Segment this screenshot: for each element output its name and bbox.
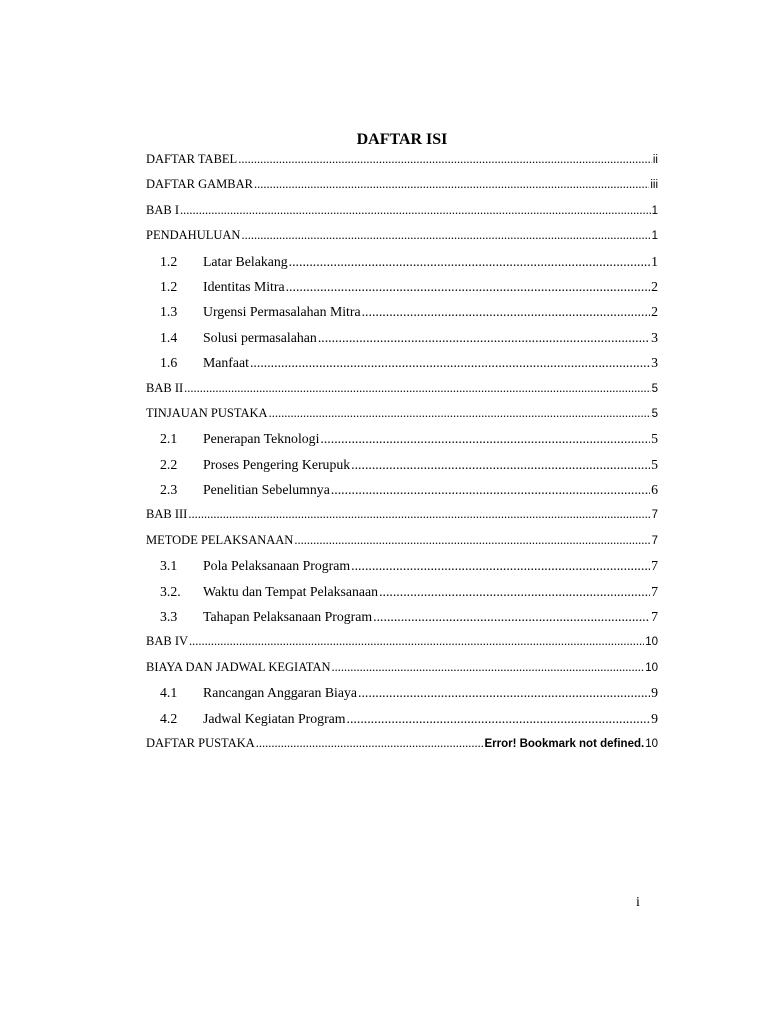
toc-dot-leader (238, 147, 652, 172)
toc-entry-label: DAFTAR TABEL (146, 152, 238, 166)
toc-entry-page: 5 (651, 431, 658, 447)
toc-entry-page: ii (652, 154, 658, 166)
toc-entry-label: Penelitian Sebelumnya (203, 482, 330, 498)
toc-entry-label: METODE PELAKSANAAN (146, 532, 294, 547)
toc-entry-label: Penerapan Teknologi (203, 431, 320, 447)
toc-entry-page: iii (650, 179, 658, 192)
toc-entry-page: 1 (651, 204, 658, 217)
toc-entry-number: 1.4 (160, 329, 178, 345)
toc-dot-leader (254, 172, 649, 197)
page-number: i (636, 895, 640, 910)
toc-entry-page: 3 (651, 329, 658, 345)
toc-dot-leader (188, 502, 650, 527)
toc-entry-label: Jadwal Kegiatan Program (203, 710, 346, 726)
page-title: DAFTAR ISI (356, 131, 448, 148)
toc-entry-label: PENDAHULUAN (146, 228, 241, 243)
toc-dot-leader (362, 299, 650, 324)
toc-entry-number: 3.3 (160, 609, 178, 625)
toc-entry-page: 9 (651, 685, 658, 701)
toc-entry-page: 3 (651, 355, 658, 371)
toc-dot-leader (320, 426, 650, 451)
toc-dot-leader (241, 223, 650, 248)
toc-entry-label: BIAYA DAN JADWAL KEGIATAN (146, 659, 331, 674)
toc-entry[interactable] (146, 706, 658, 731)
toc-entry-page: 5 (651, 456, 658, 472)
toc-entry-number: 1.6 (160, 355, 178, 371)
toc-entry-number: 2.1 (160, 431, 178, 447)
toc-entry[interactable] (146, 172, 658, 197)
toc-entry-label: DAFTAR PUSTAKA (146, 735, 255, 750)
toc-entry-page: 7 (651, 509, 658, 522)
toc-entry[interactable] (146, 655, 658, 680)
toc-entry[interactable] (146, 629, 658, 654)
toc-dot-leader (256, 731, 485, 756)
toc-dot-leader (286, 274, 650, 299)
toc-entry-label: TINJAUAN PUSTAKA (146, 405, 268, 420)
toc-entry[interactable] (146, 477, 658, 502)
toc-entry-number: 2.2 (160, 456, 178, 472)
toc-entry-number: 2.3 (160, 482, 178, 498)
toc-entry-number: 4.1 (160, 685, 178, 701)
toc-entry[interactable] (146, 147, 658, 172)
toc-dot-leader (373, 604, 650, 629)
toc-entry[interactable] (146, 325, 658, 350)
toc-entry-label: BAB III (146, 507, 188, 522)
toc-entry-label: Waktu dan Tempat Pelaksanaan (203, 583, 379, 599)
toc-entry-label: BAB I (146, 202, 179, 217)
toc-entry-label: BAB IV (146, 634, 189, 649)
toc-entry-label: Tahapan Pelaksanaan Program (203, 609, 373, 625)
toc-entry-page: 9 (651, 710, 658, 726)
toc-entry-page: 2 (651, 304, 658, 320)
toc-entry-label: BAB II (146, 380, 184, 395)
toc-entry-page: 5 (651, 382, 658, 395)
toc-entry-page: 1 (651, 253, 658, 269)
toc-dot-leader (331, 477, 650, 502)
toc-entry-page: 10 (645, 661, 658, 674)
toc-entry-page: 7 (651, 583, 658, 599)
toc-entry[interactable] (146, 731, 658, 756)
toc-entry-page: 7 (651, 558, 658, 574)
toc-dot-leader (351, 452, 650, 477)
toc-entry-page: 1 (651, 230, 658, 243)
toc-entry[interactable] (146, 452, 658, 477)
toc-entry-number: 1.2 (160, 253, 178, 269)
toc-entry-page: 7 (651, 609, 658, 625)
toc-entry[interactable] (146, 604, 658, 629)
toc-entry-page: 6 (651, 482, 658, 498)
toc-dot-leader (250, 350, 650, 375)
toc-dot-leader (347, 706, 651, 731)
toc-entry-page: 2 (651, 278, 658, 294)
toc-entry[interactable] (146, 426, 658, 451)
toc-entry-label: Urgensi Permasalahan Mitra (203, 304, 361, 320)
toc-dot-leader (289, 249, 650, 274)
toc-dot-leader (189, 629, 644, 654)
bookmark-error: Error! Bookmark not defined. (484, 737, 645, 750)
toc-entry[interactable] (146, 401, 658, 426)
toc-entry[interactable] (146, 579, 658, 604)
toc-entry[interactable] (146, 376, 658, 401)
toc-entry-number: 3.2. (160, 583, 181, 599)
toc-entry-number: 3.1 (160, 558, 178, 574)
toc-entry-label: Solusi permasalahan (203, 329, 317, 345)
toc-entry[interactable] (146, 680, 658, 705)
toc-dot-leader (184, 376, 650, 401)
toc-entry[interactable] (146, 350, 658, 375)
toc-dot-leader (318, 325, 650, 350)
toc-entry-number: 1.3 (160, 304, 178, 320)
toc-entry-page: 10 (645, 636, 658, 649)
toc-entry[interactable] (146, 553, 658, 578)
toc-dot-leader (294, 528, 650, 553)
table-of-contents (146, 147, 658, 756)
toc-dot-leader (332, 655, 645, 680)
toc-entry-label: Latar Belakang (203, 253, 288, 269)
toc-entry[interactable] (146, 274, 658, 299)
toc-entry-label: DAFTAR GAMBAR (146, 177, 254, 192)
toc-entry-label: Identitas Mitra (203, 278, 285, 294)
toc-entry-page: 10 (645, 737, 658, 750)
toc-entry-number: 4.2 (160, 710, 178, 726)
toc-entry-label: Pola Pelaksanaan Program (203, 558, 351, 574)
toc-entry[interactable] (146, 528, 658, 553)
toc-entry-page: 5 (651, 407, 658, 420)
toc-entry[interactable] (146, 223, 658, 248)
toc-dot-leader (180, 198, 651, 223)
toc-entry[interactable] (146, 299, 658, 324)
toc-entry-number: 1.2 (160, 278, 178, 294)
toc-entry-label: Manfaat (203, 355, 249, 371)
toc-dot-leader (358, 680, 650, 705)
toc-dot-leader (351, 553, 650, 578)
toc-dot-leader (269, 401, 651, 426)
toc-entry[interactable] (146, 249, 658, 274)
toc-entry[interactable] (146, 502, 658, 527)
toc-entry-page: 7 (651, 534, 658, 547)
toc-dot-leader (379, 579, 650, 604)
toc-entry-label: Proses Pengering Kerupuk (203, 456, 351, 472)
toc-entry-label: Rancangan Anggaran Biaya (203, 685, 358, 701)
toc-entry[interactable] (146, 198, 658, 223)
